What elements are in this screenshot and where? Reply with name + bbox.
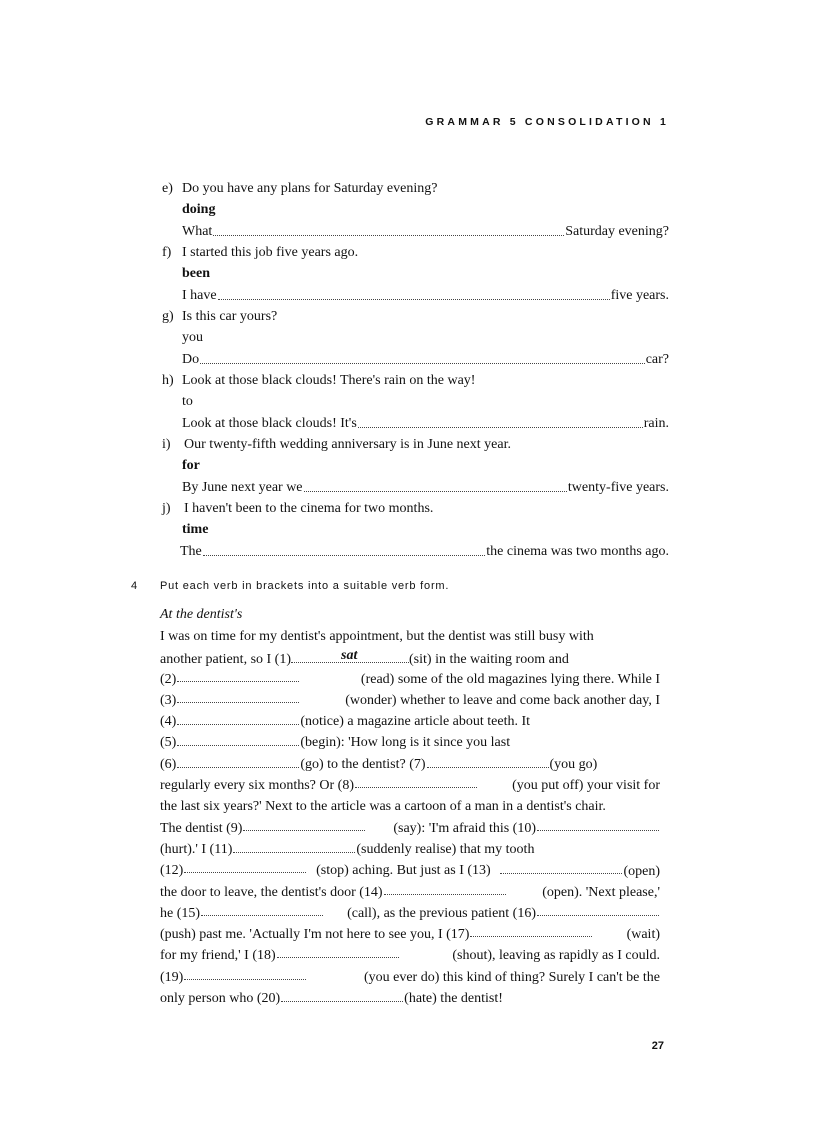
- blank-18[interactable]: [277, 945, 399, 958]
- blank-12[interactable]: [184, 860, 306, 873]
- passage-line: [160, 796, 660, 817]
- passage-text: (go) to the dentist? (7): [300, 756, 426, 772]
- blank-number: (3): [160, 692, 177, 708]
- exercise-sentence: I haven't been to the cinema for two months.: [184, 501, 434, 516]
- answer-blank[interactable]: [203, 541, 485, 556]
- exercise-sentence: Our twenty-fifth wedding anniversary is in June next year.: [184, 437, 511, 452]
- passage-line: [160, 945, 660, 966]
- section-number: 4: [131, 580, 138, 592]
- blank-number: (6): [160, 756, 177, 772]
- passage-line: [160, 903, 660, 924]
- passage-line: [160, 882, 660, 903]
- passage-text: (you ever do) this kind of thing? Surely I can't be the: [363, 969, 660, 985]
- exercise-keyword: doing: [182, 202, 216, 217]
- passage-line: [160, 626, 660, 647]
- blank-9[interactable]: [243, 818, 365, 831]
- answer-line: [182, 477, 669, 498]
- answer-line: [182, 285, 669, 306]
- exercise-sentence: Is this car yours?: [182, 309, 278, 324]
- section-instruction: Put each verb in brackets into a suitable verb form.: [160, 580, 450, 592]
- exercise-keyword: for: [182, 458, 200, 473]
- passage-text: (suddenly realise) that my tooth: [356, 841, 535, 857]
- page-header: GRAMMAR 5 CONSOLIDATION 1: [425, 116, 669, 128]
- passage-line: [160, 839, 660, 860]
- answer-blank[interactable]: [358, 413, 643, 428]
- blank-17[interactable]: [470, 924, 592, 937]
- answer-start: What: [182, 224, 213, 239]
- blank-15[interactable]: [201, 903, 323, 916]
- answer-blank[interactable]: [304, 477, 567, 492]
- passage-line: [160, 732, 660, 753]
- passage-line: [160, 754, 660, 775]
- exercise-label: g): [162, 309, 174, 324]
- passage-line: [160, 860, 660, 881]
- blank-20[interactable]: [281, 989, 403, 1002]
- answer-end: five years.: [610, 288, 669, 303]
- blank-10[interactable]: [537, 818, 659, 831]
- answer-start: Look at those black clouds! It's: [182, 416, 357, 431]
- passage-title: At the dentist's: [160, 607, 243, 622]
- answer-start: By June next year we: [182, 480, 303, 495]
- passage-text: (shout), leaving as rapidly as I could.: [452, 948, 660, 964]
- exercise-label: i): [162, 437, 171, 452]
- exercise-keyword: you: [182, 330, 203, 345]
- passage-text: another patient, so I (1): [160, 652, 292, 668]
- answer-blank[interactable]: [213, 221, 564, 236]
- blank-11[interactable]: [233, 840, 355, 853]
- answer-blank[interactable]: [200, 349, 645, 364]
- passage-text: the door to leave, the dentist's door (14): [160, 884, 383, 900]
- blank-13[interactable]: [500, 861, 622, 874]
- passage-text: (hurt).' I (11): [160, 841, 233, 857]
- answer-line: [182, 221, 669, 242]
- answer-end: rain.: [643, 416, 669, 431]
- passage-text: (wait): [626, 927, 660, 943]
- passage-text: (you go): [549, 756, 598, 772]
- answer-end: car?: [645, 352, 669, 367]
- passage-text: (stop) aching. But just as I (13): [316, 863, 491, 879]
- passage-text: I was on time for my dentist's appointment, but the dentist was still busy with: [160, 629, 594, 644]
- page-number: 27: [651, 1040, 664, 1052]
- passage: [160, 626, 660, 1009]
- blank-number: (4): [160, 714, 177, 730]
- passage-text: (read) some of the old magazines lying there. While I: [360, 671, 660, 687]
- passage-text: (notice) a magazine article about teeth. It: [300, 714, 531, 730]
- passage-text: (wonder) whether to leave and come back another day, I: [345, 692, 660, 708]
- answer-end: twenty-five years.: [567, 480, 669, 495]
- passage-text: (open): [623, 864, 660, 880]
- answer-start: I have: [182, 288, 217, 303]
- example-answer: sat: [341, 648, 358, 664]
- passage-text: for my friend,' I (18): [160, 948, 276, 964]
- passage-line: [160, 711, 660, 732]
- passage-line: [160, 988, 660, 1009]
- blank-14[interactable]: [384, 882, 506, 895]
- blank-6[interactable]: [177, 755, 299, 768]
- blank-19[interactable]: [184, 967, 306, 980]
- exercise-sentence: I started this job five years ago.: [182, 245, 359, 260]
- passage-line: [160, 775, 660, 796]
- blank-3[interactable]: [177, 690, 299, 703]
- passage-line: [160, 818, 660, 839]
- answer-start: The: [180, 544, 202, 559]
- passage-text: (you put off) your visit for: [512, 778, 660, 794]
- blank-4[interactable]: [177, 712, 299, 725]
- passage-line: [160, 669, 660, 690]
- passage-text: The dentist (9): [160, 820, 243, 836]
- blank-1-example: [291, 647, 409, 663]
- passage-text: regularly every six months? Or (8): [160, 778, 354, 794]
- passage-text: (sit) in the waiting room and: [409, 652, 569, 668]
- exercise-keyword: to: [182, 394, 193, 409]
- passage-text: he (15): [160, 905, 201, 921]
- blank-8[interactable]: [355, 775, 477, 788]
- blank-number: (2): [160, 671, 177, 687]
- passage-text: (hate) the dentist!: [404, 991, 503, 1007]
- blank-2[interactable]: [177, 669, 299, 682]
- blank-number: (19): [160, 969, 184, 985]
- passage-line: [160, 690, 660, 711]
- answer-start: Do: [182, 352, 200, 367]
- exercise-sentence: Look at those black clouds! There's rain on the way!: [182, 373, 476, 388]
- answer-end: Saturday evening?: [565, 224, 669, 239]
- exercise-label: f): [162, 245, 172, 260]
- passage-text: (call), as the previous patient (16): [347, 905, 536, 921]
- answer-line: [180, 541, 669, 562]
- blank-7[interactable]: [427, 755, 549, 768]
- passage-text: the last six years?' Next to the article was a cartoon of a man in a dentist's chair.: [160, 799, 606, 815]
- exercise-keyword: been: [182, 266, 210, 281]
- blank-number: (12): [160, 863, 184, 879]
- passage-text: (begin): 'How long is it since you last: [300, 735, 511, 751]
- exercise-sentence: Do you have any plans for Saturday evening?: [182, 181, 438, 196]
- passage-text: (open). 'Next please,': [542, 884, 660, 900]
- blank-16[interactable]: [537, 903, 659, 916]
- exercise-label: e): [162, 181, 173, 196]
- blank-5[interactable]: [177, 733, 299, 746]
- exercise-label: h): [162, 373, 174, 388]
- answer-line: [182, 349, 669, 370]
- passage-text: only person who (20): [160, 991, 281, 1007]
- passage-text: (push) past me. 'Actually I'm not here to see you, I (17): [160, 927, 470, 943]
- answer-blank[interactable]: [218, 285, 610, 300]
- passage-line: [160, 967, 660, 988]
- passage-line: [160, 647, 660, 668]
- answer-end: the cinema was two months ago.: [486, 544, 669, 559]
- exercise-keyword: time: [182, 522, 209, 537]
- answer-line: [182, 413, 669, 434]
- blank-number: (5): [160, 735, 177, 751]
- exercise-label: j): [162, 501, 171, 516]
- passage-text: (say): 'I'm afraid this (10): [393, 820, 536, 836]
- passage-line: [160, 924, 660, 945]
